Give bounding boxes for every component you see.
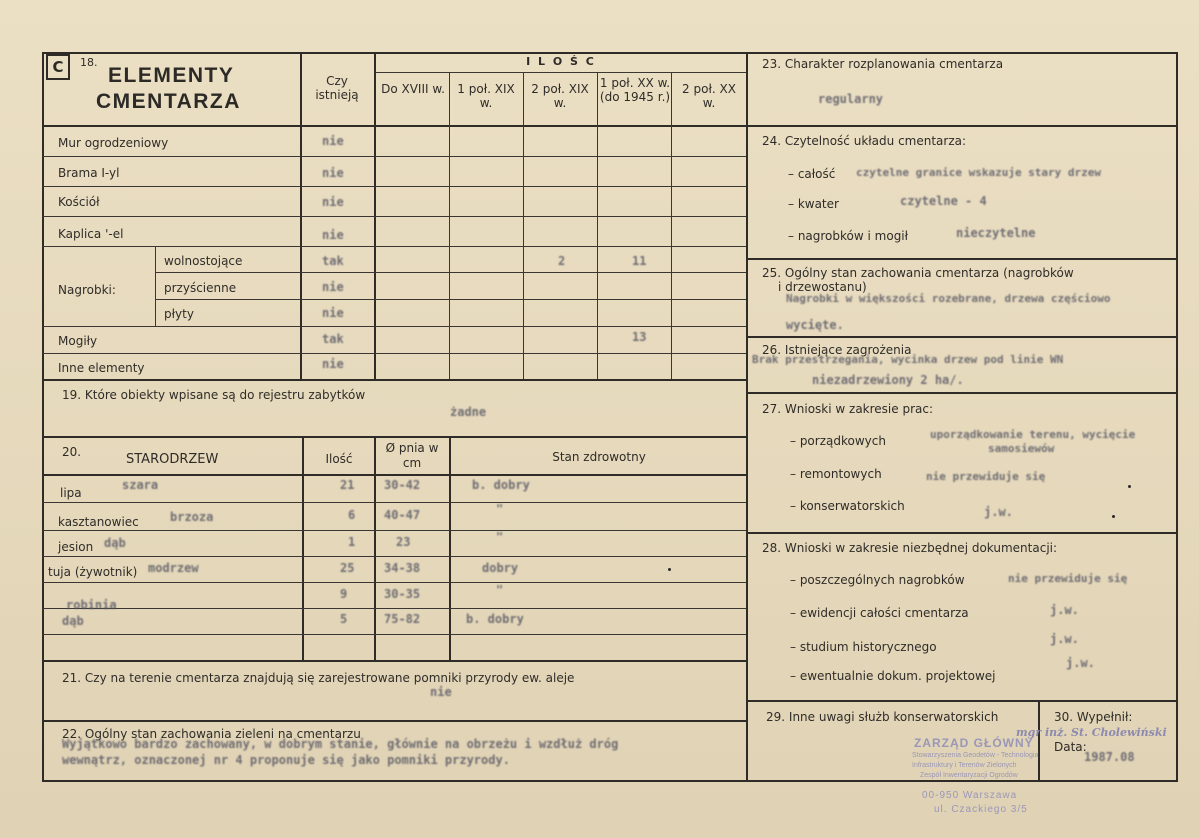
section21-label: 21. Czy na terenie cmentarza znajdują się zarejestrowane pomniki przyrody ew. aleje — [62, 671, 575, 685]
section28-label: 28. Wnioski w zakresie niezbędnej dokumentacji: — [762, 541, 1058, 555]
section19-answer: żadne — [450, 405, 487, 419]
section20-number: 20. — [62, 445, 82, 459]
studium-answer: j.w. — [1050, 632, 1079, 646]
section22-label: 22. Ogólny stan zachowania zieleni na cmentarzu — [62, 727, 361, 741]
s20-row-line — [42, 556, 746, 557]
stamp-line5: 00-950 Warszawa — [922, 790, 1018, 801]
col-1pol-xx: 1 poł. XX w. (do 1945 r.) — [599, 76, 671, 104]
section26-answer-line1: Brak przestrzegania, wycinka drzew pod linie WN — [752, 353, 1064, 366]
section21-answer: nie — [430, 685, 452, 699]
section25-answer-line2: wycięte. — [786, 318, 844, 332]
section30-data-value: 1987.08 — [1084, 750, 1135, 764]
s26-bottom — [746, 392, 1178, 394]
s18-row-line — [42, 246, 746, 247]
tree-ilosc: 9 — [340, 587, 348, 601]
row-czy-value: nie — [322, 306, 344, 320]
studium-label: – studium historycznego — [790, 640, 937, 654]
s20-col-divider — [302, 436, 304, 660]
section26-label: 26. Istniejące zagrożenia — [762, 343, 912, 357]
s28-bottom — [746, 700, 1178, 702]
section26-answer-line2: niezadrzewiony 2 ha/. — [812, 373, 964, 387]
section25-label-line2: i drzewostanu) — [778, 280, 867, 294]
row-czy-value: nie — [322, 134, 344, 148]
frame-right — [1176, 52, 1178, 782]
row-label: Mogiły — [58, 334, 98, 348]
tree-stan: " — [496, 502, 504, 516]
section23-answer: regularny — [818, 92, 884, 106]
tree-name: jesion — [58, 540, 94, 554]
s18-row-line — [42, 216, 746, 217]
frame-top-right — [746, 52, 1178, 54]
nagrobki-divider — [155, 246, 156, 326]
nagrobki-label: Nagrobki: — [58, 283, 116, 297]
stamp-line4: Zespół Inwentaryzacji Ogrodów — [920, 772, 1018, 779]
section23-label: 23. Charakter rozplanowania cmentarza — [762, 57, 1004, 71]
s20-row-line — [42, 502, 746, 503]
s18-row-line — [42, 156, 746, 157]
col-2pol-xx: 2 poł. XX w. — [682, 82, 736, 110]
s23-bottom — [746, 125, 1178, 127]
remontowych-label: – remontowych — [790, 467, 882, 481]
tree-stan: " — [496, 530, 504, 544]
konserwatorskich-answer: j.w. — [984, 505, 1013, 519]
section30-data-label: Data: — [1054, 740, 1087, 754]
s18-row-line — [42, 353, 746, 354]
tree-stan: b. dobry — [472, 478, 530, 492]
row-label: wolnostojące — [164, 254, 243, 268]
row-2pol-xix-value: 2 — [558, 254, 566, 268]
s21-bottom — [42, 720, 748, 722]
section18-title-line2: CMENTARZA — [96, 90, 241, 113]
tree-typed: szara — [122, 478, 159, 492]
row-czy-value: nie — [322, 280, 344, 294]
ilosc-header: I L O Ś C — [526, 55, 596, 68]
section30-name: mgr inż. St. Cholewiński — [1016, 726, 1167, 739]
s24-bottom — [746, 258, 1178, 260]
s18-row-line — [155, 299, 746, 300]
ilosc-sep — [374, 72, 746, 73]
section24-label: 24. Czytelność układu cmentarza: — [762, 134, 967, 148]
s18-row-line — [42, 326, 746, 327]
kwater-answer: czytelne - 4 — [900, 194, 987, 208]
ewentualnie-label: – ewentualnie dokum. projektowej — [790, 669, 996, 683]
stamp-line2: Stowarzyszenia Geodetów - Technologia — [912, 752, 1039, 759]
col-do-xviii: Do XVIII w. — [381, 82, 445, 96]
nagrobkow-answer: nieczytelne — [956, 226, 1036, 240]
tree-ilosc: 5 — [340, 612, 348, 626]
section25-label-line1: 25. Ogólny stan zachowania cmentarza (nagrobków — [762, 266, 1074, 280]
section25-answer-line1: Nagrobki w większości rozebrane, drzewa częściowo — [786, 292, 1111, 305]
tree-typed: modrzew — [148, 561, 199, 575]
porzadkowych-answer-line1: uporządkowanie terenu, wycięcie — [930, 428, 1136, 441]
konserwatorskich-label: – konserwatorskich — [790, 499, 905, 513]
s20-bottom — [42, 660, 748, 662]
row-label: Brama I-yl — [58, 166, 120, 180]
poszczegolnych-label: – poszczególnych nagrobków — [790, 573, 965, 587]
ewidencji-label: – ewidencji całości cmentarza — [790, 606, 969, 620]
frame-bottom-right — [746, 780, 1178, 782]
tree-pnia: 23 — [396, 535, 411, 549]
s29-30-divider — [1038, 700, 1040, 782]
tree-typed: brzoza — [170, 510, 214, 524]
tree-name: kasztanowiec — [58, 515, 139, 529]
frame-bottom-left — [42, 780, 752, 782]
s18-row-line — [42, 186, 746, 187]
tree-pnia: 30-42 — [384, 478, 421, 492]
section18-title-line1: ELEMENTY — [108, 64, 235, 87]
row-label: Mur ogrodzeniowy — [58, 136, 169, 150]
tree-ilosc: 25 — [340, 561, 355, 575]
tree-typed: dąb — [62, 614, 84, 628]
tree-pnia: 75-82 — [384, 612, 421, 626]
ewentualnie-answer: j.w. — [1066, 656, 1095, 670]
s27-bottom — [746, 532, 1178, 534]
section22-answer-line2: wewnątrz, oznaczonej nr 4 proponuje się jako pomniki przyrody. — [62, 753, 510, 767]
tree-ilosc: 21 — [340, 478, 355, 492]
row-czy-value: tak — [322, 332, 344, 346]
row-1pol-xx-value: 11 — [632, 254, 647, 268]
section27-label: 27. Wnioski w zakresie prac: — [762, 402, 934, 416]
row-1pol-xx-value: 13 — [632, 330, 647, 344]
section30-label: 30. Wypełnił: — [1054, 710, 1133, 724]
row-czy-value: tak — [322, 254, 344, 268]
section20-title: STARODRZEW — [126, 452, 219, 467]
col-pnia: Ø pnia w cm — [385, 441, 439, 470]
stamp-line3: Infrastruktury i Terenów Zielonych — [912, 762, 1017, 769]
tree-typed: dąb — [104, 536, 126, 550]
s20-row-line — [42, 582, 746, 583]
section29-label: 29. Inne uwagi służb konserwatorskich — [766, 710, 999, 724]
ink-dot — [668, 568, 671, 571]
porzadkowych-label: – porządkowych — [790, 434, 886, 448]
row-czy-value: nie — [322, 195, 344, 209]
col-czy-istnieja: Czy istnieją — [315, 74, 359, 102]
kwater-label: – kwater — [788, 197, 839, 211]
tree-name-typed: robinia — [66, 598, 117, 612]
row-czy-value: nie — [322, 357, 344, 371]
col-1pol-xix: 1 poł. XIX w. — [457, 82, 515, 110]
tree-pnia: 40-47 — [384, 508, 421, 522]
col-ilosc: Ilość — [325, 452, 353, 466]
s18-header-bottom — [42, 125, 748, 127]
s18-col-divider — [597, 72, 598, 380]
s20-row-line — [42, 608, 746, 609]
ink-dot — [1128, 485, 1131, 488]
tree-name: tuja (żywotnik) — [48, 565, 138, 579]
section18-number: 18. — [80, 56, 98, 69]
ewidencji-answer: j.w. — [1050, 603, 1079, 617]
tree-stan: dobry — [482, 561, 519, 575]
ink-dot — [1112, 515, 1115, 518]
s18-col-divider — [523, 72, 524, 380]
tree-pnia: 34-38 — [384, 561, 421, 575]
s18-row-line — [155, 272, 746, 273]
row-czy-value: nie — [322, 228, 344, 242]
row-czy-value: nie — [322, 166, 344, 180]
row-label: Inne elementy — [58, 361, 145, 375]
stamp-line6: ul. Czackiego 3/5 — [934, 804, 1028, 815]
section19-label: 19. Które obiekty wpisane są do rejestru zabytków — [62, 388, 366, 402]
row-label: przyścienne — [164, 281, 237, 295]
col-stan: Stan zdrowotny — [552, 450, 646, 464]
s20-row-line — [42, 634, 746, 635]
s20-row-line — [42, 530, 746, 531]
nagrobkow-label: – nagrobków i mogił — [788, 229, 909, 243]
tree-stan: b. dobry — [466, 612, 524, 626]
tree-stan: " — [496, 583, 504, 597]
frame-top-left — [42, 52, 748, 54]
tree-ilosc: 1 — [348, 535, 356, 549]
porzadkowych-answer-line2: samosiewów — [988, 442, 1055, 455]
tree-name: lipa — [60, 486, 82, 500]
tree-pnia: 30-35 — [384, 587, 421, 601]
s18-col-divider — [449, 72, 450, 380]
s18-col-divider — [671, 72, 672, 380]
col-2pol-xix: 2 poł. XIX w. — [531, 82, 589, 110]
frame-middle — [746, 52, 748, 782]
section-box-letter: C — [46, 54, 70, 80]
tree-ilosc: 6 — [348, 508, 356, 522]
s18-bottom — [42, 379, 748, 381]
s19-bottom — [42, 436, 748, 438]
s20-col-divider — [374, 436, 376, 660]
s20-col-divider — [449, 436, 451, 660]
s25-bottom — [746, 336, 1178, 338]
row-label: Kościół — [58, 195, 100, 209]
row-label: płyty — [164, 307, 194, 321]
remontowych-answer: nie przewiduje się — [926, 470, 1046, 483]
section22-answer-line1: Wyjątkowo bardzo zachowany, w dobrym stanie, głównie na obrzeżu i wzdłuż dróg — [62, 737, 619, 751]
stamp-line1: ZARZĄD GŁÓWNY — [914, 736, 1034, 750]
s20-header-bottom — [42, 474, 748, 476]
calosc-answer: czytelne granice wskazuje stary drzew — [856, 166, 1102, 179]
calosc-label: – całość — [788, 167, 836, 181]
poszczegolnych-answer: nie przewiduje się — [1008, 572, 1128, 585]
row-label: Kaplica '-el — [58, 227, 124, 241]
frame-left — [42, 52, 44, 782]
